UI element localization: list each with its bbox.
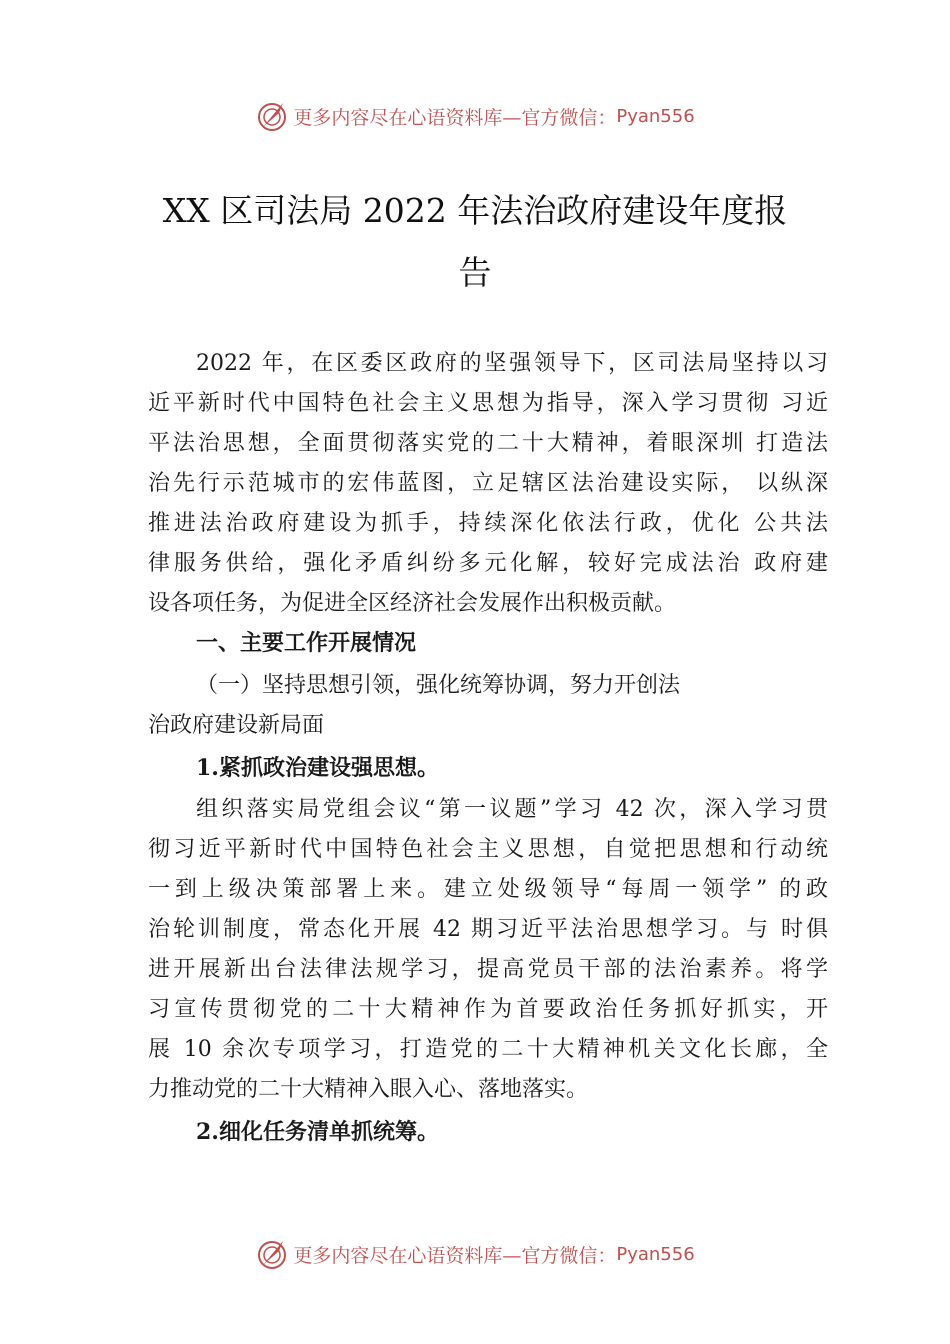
para1-line: 近平新时代中国特色社会主义思想为指导，深入学习贯彻 习近 [148, 391, 828, 416]
para2-line: 治轮训制度，常态化开展 42 期习近平法治思想学习。与 时俱 [148, 917, 828, 942]
section-heading: 一、主要工作开展情况 [196, 631, 417, 656]
para2-line: 组织落实局党组会议“第一议题”学习 42 次，深入学习贯 [196, 797, 828, 822]
footer-banner [0, 1234, 950, 1274]
para2-line: 进开展新出台法律法规学习，提高党员干部的法治素养。将学 [148, 957, 828, 982]
header-banner [0, 96, 950, 136]
para1-line: 律服务供给，强化矛盾纠纷多元化解，较好完成法治 政府建 [148, 551, 828, 576]
doc-title-line1: XX 区司法局 2022 年法治政府建设年度报 [162, 191, 788, 230]
item-heading: 2.细化任务清单抓统筹。 [196, 1119, 439, 1145]
subsection-heading-line: （一）坚持思想引领，强化统筹协调，努力开创法 [196, 673, 681, 698]
banner-text: 更多内容尽在心语资料库—官方微信： [293, 106, 617, 129]
banner-wechat: Pyan556 [616, 105, 695, 127]
para1-line: 平法治思想，全面贯彻落实党的二十大精神，着眼深圳 打造法 [148, 431, 828, 456]
para2-line: 一到上级决策部署上来。建立处级领导“每周一领学” 的政 [148, 877, 828, 902]
para2-line: 力推动党的二十大精神入眼入心、落地落实。 [148, 1077, 589, 1102]
doc-title-line2: 告 [458, 253, 492, 292]
para2-line: 习宣传贯彻党的二十大精神作为首要政治任务抓好抓实，开 [148, 997, 828, 1022]
para1-line: 设各项任务，为促进全区经济社会发展作出积极贡献。 [148, 591, 677, 616]
para1-line: 2022 年，在区委区政府的坚强领导下，区司法局坚持以习 [196, 351, 828, 376]
subsection-heading-line: 治政府建设新局面 [148, 713, 325, 738]
quill-logo-icon [255, 1237, 289, 1271]
banner-text: 更多内容尽在心语资料库—官方微信： [293, 1244, 617, 1267]
para2-line: 彻习近平新时代中国特色社会主义思想，自觉把思想和行动统 [148, 837, 828, 862]
quill-logo-icon [255, 99, 289, 133]
para1-line: 治先行示范城市的宏伟蓝图，立足辖区法治建设实际， 以纵深 [148, 471, 828, 496]
para1-line: 推进法治政府建设为抓手，持续深化依法行政，优化 公共法 [148, 511, 828, 536]
para2-line: 展 10 余次专项学习，打造党的二十大精神机关文化长廊，全 [148, 1037, 828, 1062]
item-heading: 1.紧抓政治建设强思想。 [196, 755, 439, 781]
banner-wechat: Pyan556 [616, 1243, 695, 1265]
